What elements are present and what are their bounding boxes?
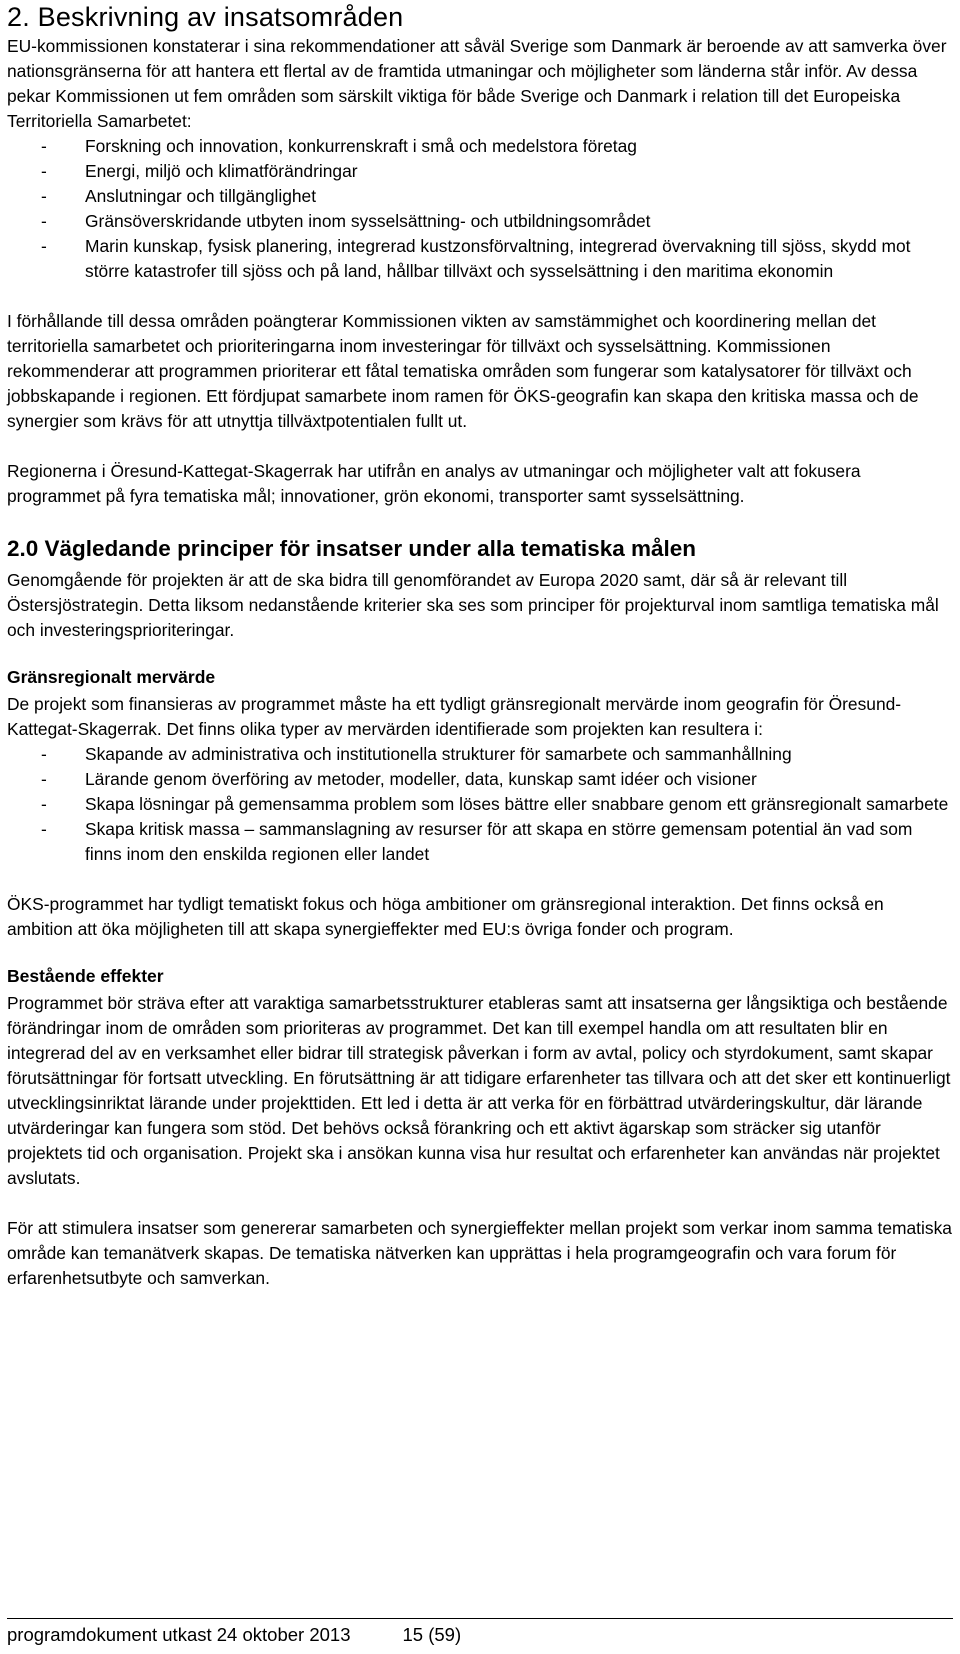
section-heading-principer: 2.0 Vägledande principer för insatser under alla tematiska målen — [7, 536, 697, 561]
list-item: - Gränsöverskridande utbyten inom sysselsättning- och utbildningsområdet — [7, 209, 953, 234]
mervarde-list — [7, 742, 953, 867]
paragraph-temanatverk: För att stimulera insatser som genererar samarbeten och synergieffekter mellan projekt som verkar inom samma tematiska område kan temanätverk skapas. De tematiska nätverken kan upprättas i hela programgeografin och vara forum för erfarenhetsutbyte och samverkan. — [7, 1218, 952, 1288]
list-item: - Skapa kritisk massa – sammanslagning av resurser för att skapa en större gemensam potential än vad som finns inom den enskilda regionen eller landet — [7, 817, 953, 867]
paragraph-regionerna: Regionerna i Öresund-Kattegat-Skagerrak har utifrån en analys av utmaningar och möjligheter valt att fokusera programmet på fyra tematiska mål; innovationer, grön ekonomi, transporter samt sysselsättning. — [7, 461, 861, 506]
list-item: - Lärande genom överföring av metoder, modeller, data, kunskap samt idéer och visioner — [7, 767, 953, 792]
paragraph-genomgaende: Genomgående för projekten är att de ska bidra till genomförandet av Europa 2020 samt, där så är relevant till Östersjöstrategin. Detta liksom nedanstående kriterier ska ses som principer för projekturval inom samtliga tematiska mål och investeringsprioriteringar. — [7, 570, 939, 640]
page-footer — [7, 1618, 953, 1647]
spacer — [7, 434, 953, 459]
paragraph-koordinering: I förhållande till dessa områden poängterar Kommissionen vikten av samstämmighet och koordinering mellan det territoriella samarbetet och prioriteringarna inom investeringar för tillväxt och sysselsättning. Kommissionen rekommenderar att programmen prioriterar ett fåtal tematiska områden som fungerar som katalysatorer för tillväxt och jobbskapande i regionen. Ett fördjupat samarbete inom ramen för ÖKS-geografin kan skapa den kritiska massa och de synergier som krävs för att utnyttja tillväxtpotentialen fullt ut. — [7, 311, 919, 431]
spacer — [7, 1191, 953, 1216]
document-page — [7, 0, 953, 1291]
spacer — [7, 867, 953, 892]
spacer — [7, 942, 953, 962]
paragraph-oks: ÖKS-programmet har tydligt tematiskt fokus och höga ambitioner om gränsregional interaktion. Det finns också en ambition att öka möjligheten till att skapa synergieffekter med EU:s övriga fonder och program. — [7, 894, 884, 939]
list-item: - Skapa lösningar på gemensamma problem som löses bättre eller snabbare genom ett gränsregionalt samarbete — [7, 792, 953, 817]
list-item: - Energi, miljö och klimatförändringar — [7, 159, 953, 184]
subheading-bestaende: Bestående effekter — [7, 966, 164, 986]
footer-document-label: programdokument utkast 24 oktober 2013 — [7, 1624, 351, 1645]
section-heading-beskrivning: 2. Beskrivning av insatsområden — [7, 2, 404, 32]
paragraph-intro: EU-kommissionen konstaterar i sina rekommendationer att såväl Sverige som Danmark är beroende av att samverka över nationsgränserna för att hantera ett flertal av de framtida utmaningar och möjligheter som länderna står inför. Av dessa pekar Kommissionen ut fem områden som särskilt viktiga för både Sverige och Danmark i relation till det Europeiska Territoriella Samarbetet: — [7, 36, 947, 131]
spacer — [7, 643, 953, 663]
paragraph-mervarde: De projekt som finansieras av programmet måste ha ett tydligt gränsregionalt mervärde inom geografin för Öresund-Kattegat-Skagerrak. Det finns olika typer av mervärden identifierade som projekten kan resultera i: — [7, 694, 902, 739]
list-item: - Marin kunskap, fysisk planering, integrerad kustzonsförvaltning, integrerad övervakning till sjöss, skydd mot större katastrofer till sjöss och på land, hållbar tillväxt och sysselsättning i den maritima ekonomin — [7, 234, 953, 284]
list-item: - Forskning och innovation, konkurrenskraft i små och medelstora företag — [7, 134, 953, 159]
subheading-mervarde: Gränsregionalt mervärde — [7, 667, 216, 687]
paragraph-bestaende: Programmet bör sträva efter att varaktiga samarbetsstrukturer etableras samt att insatserna ger långsiktiga och bestående förändringar inom de områden som prioriteras av programmet. Det kan till exempel handla om att resultaten blir en integrerad del av en verksamhet eller bidrar till strategisk påverkan i form av avtal, policy och styrdokument, samt skapar förutsättningar för fortsatt utveckling. En förutsättning är att tidigare erfarenheter tas tillvara och att det sker ett kontinuerligt utvecklingsinriktat lärande under projekttiden. Ett led i detta är att verka för en förbättrad utvärderingskultur, där lärande utvärderingar kan fungera som stöd. Det behövs också förankring och ett aktivt ägarskap som sträcker sig utanför projektets tid och organisation. Projekt ska i ansökan kunna visa hur resultat och erfarenheter kan användas när projektet avslutats. — [7, 993, 951, 1188]
priority-areas-list — [7, 134, 953, 284]
list-item: - Skapande av administrativa och institutionella strukturer för samarbete och sammanhållning — [7, 742, 953, 767]
footer-page-number: 15 (59) — [402, 1624, 462, 1645]
spacer — [7, 509, 953, 529]
list-item: - Anslutningar och tillgänglighet — [7, 184, 953, 209]
spacer — [7, 284, 953, 309]
